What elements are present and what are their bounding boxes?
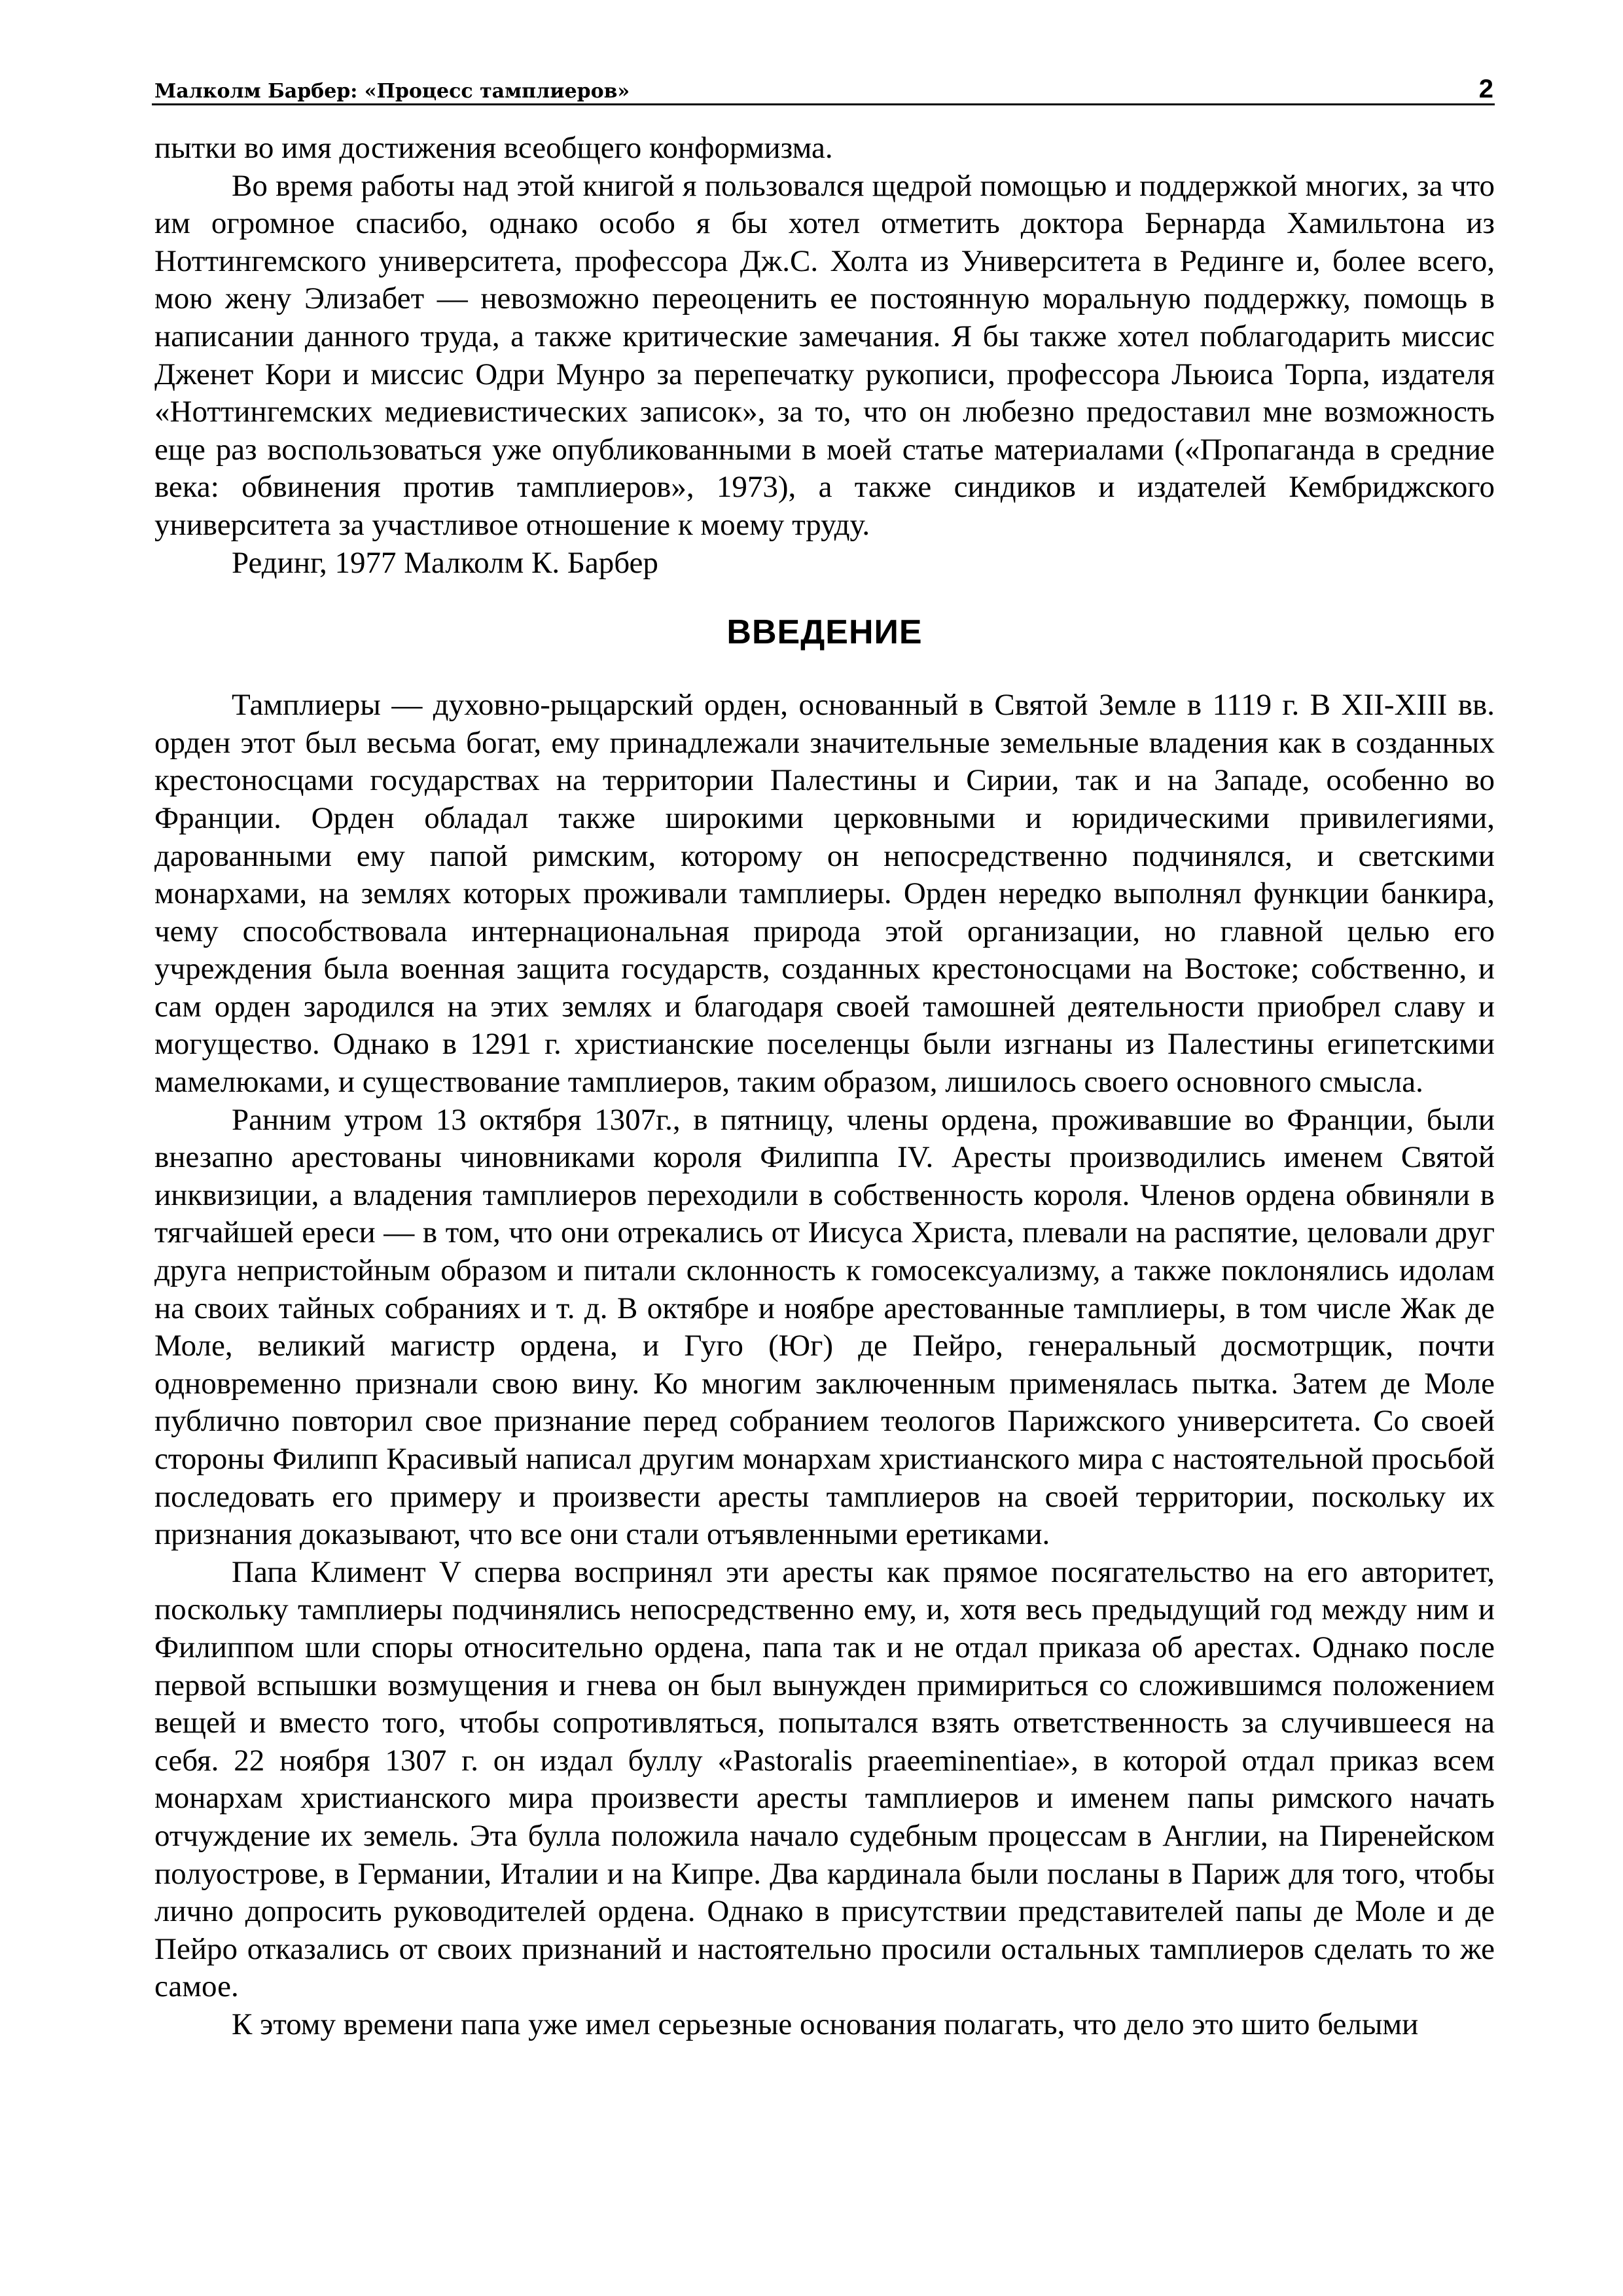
page-header	[152, 71, 1495, 105]
preface-paragraph-continued: пытки во имя достижения всеобщего конформизма.	[154, 131, 833, 165]
preface-signature: Рединг, 1977 Малколм К. Барбер	[232, 545, 658, 580]
introduction-paragraph-1: Тамплиеры — духовно-рыцарский орден, основанный в Святой Земле в 1119 г. В XII-XIII вв. орден этот был весьма богат, ему принадлежали значительные земельные владения как в созданных крестоносцами государствах на территории Палестины и Сирии, так и на Западе, особенно во Франции. Орден обладал также широкими церковными и юридическими привилегиями, дарованными ему папой римским, которому он непосредственно подчинялся, и светскими монархами, на землях которых проживали тамплиеры. Орден нередко выполнял функции банкира, чему способствовала интернациональная природа этой организации, но главной целью его учреждения была военная защита государств, созданных крестоносцами на Востоке; собственно, и сам орден зародился на этих землях и благодаря своей тамошней деятельности приобрел славу и могущество. Однако в 1291 г. христианские поселенцы были изгнаны из Палестины египетскими мамелюками, и существование тамплиеров, таким образом, лишилось своего основного смысла.	[154, 688, 1495, 1100]
introduction-paragraph-3: Папа Климент V сперва воспринял эти аресты как прямое посягательство на его авторитет, поскольку тамплиеры подчинялись непосредственно ему, и, хотя весь предыдущий год между ним и Филиппом шли споры относительно ордена, папа так и не отдал приказа об арестах. Однако после первой вспышки возмущения и гнева он был вынужден примириться со сложившимся положением вещей и вместо того, чтобы сопротивляться, попытался взять ответственность за случившееся на себя. 22 ноября 1307 г. он издал буллу «Pastoralis praeeminentiae», в которой отдал приказ всем монархам христианского мира произвести аресты тамплиеров и именем папы римского начать отчуждение их земель. Эта булла положила начало судебным процессам в Англии, на Пиренейском полуострове, в Германии, Италии и на Кипре. Два кардинала были посланы в Париж для того, чтобы лично допросить руководителей ордена. Однако в присутствии представителей папы де Моле и де Пейро отказались от своих признаний и настоятельно просили остальных тамплиеров сделать то же самое.	[154, 1554, 1495, 2004]
page-body	[154, 130, 1495, 2044]
introduction-paragraph-4: К этому времени папа уже имел серьезные основания полагать, что дело это шито белыми	[232, 2007, 1419, 2041]
section-heading-introduction: ВВЕДЕНИЕ	[726, 613, 923, 652]
preface-paragraph-acknowledgements: Во время работы над этой книгой я пользовался щедрой помощью и поддержкой многих, за что им огромное спасибо, однако особо я бы хотел отметить доктора Бернарда Хамильтона из Ноттингемского университета, профессора Дж.С. Холта из Университета в Рединге и, более всего, мою жену Элизабет — невозможно переоценить ее постоянную моральную поддержку, помощь в написании данного труда, а также критические замечания. Я бы также хотел поблагодарить миссис Дженет Кори и миссис Одри Мунро за перепечатку рукописи, профессора Льюиса Торпа, издателя «Ноттингемских медиевистических записок», за то, что он любезно предоставил мне возможность еще раз воспользоваться уже опубликованными в моей статье материалами («Пропаганда в средние века: обвинения против тамплиеров», 1973), а также синдиков и издателей Кембриджского университета за участливое отношение к моему труду.	[154, 168, 1495, 542]
page-number: 2	[1478, 75, 1493, 103]
introduction-paragraph-2: Ранним утром 13 октября 1307г., в пятницу, члены ордена, проживавшие во Франции, были внезапно арестованы чиновниками короля Филиппа IV. Аресты производились именем Святой инквизиции, а владения тамплиеров переходили в собственность короля. Членов ордена обвиняли в тягчайшей ереси — в том, что они отрекались от Иисуса Христа, плевали на распятие, целовали друг друга непристойным образом и питали склонность к гомосексуализму, а также поклонялись идолам на своих тайных собраниях и т. д. В октябре и ноябре арестованные тамплиеры, в том числе Жак де Моле, великий магистр ордена, и Гуго (Юг) де Пейро, генеральный досмотрщик, почти одновременно признали свою вину. Ко многим заключенным применялась пытка. Затем де Моле публично повторил свое признание перед собранием теологов Парижского университета. Со своей стороны Филипп Красивый написал другим монархам христианского мира с настоятельной просьбой последовать его примеру и произвести аресты тамплиеров на своей территории, поскольку их признания доказывают, что все они стали отъявленными еретиками.	[154, 1102, 1495, 1552]
running-title: Малколм Барбер: «Процесс тамплиеров»	[154, 80, 630, 103]
